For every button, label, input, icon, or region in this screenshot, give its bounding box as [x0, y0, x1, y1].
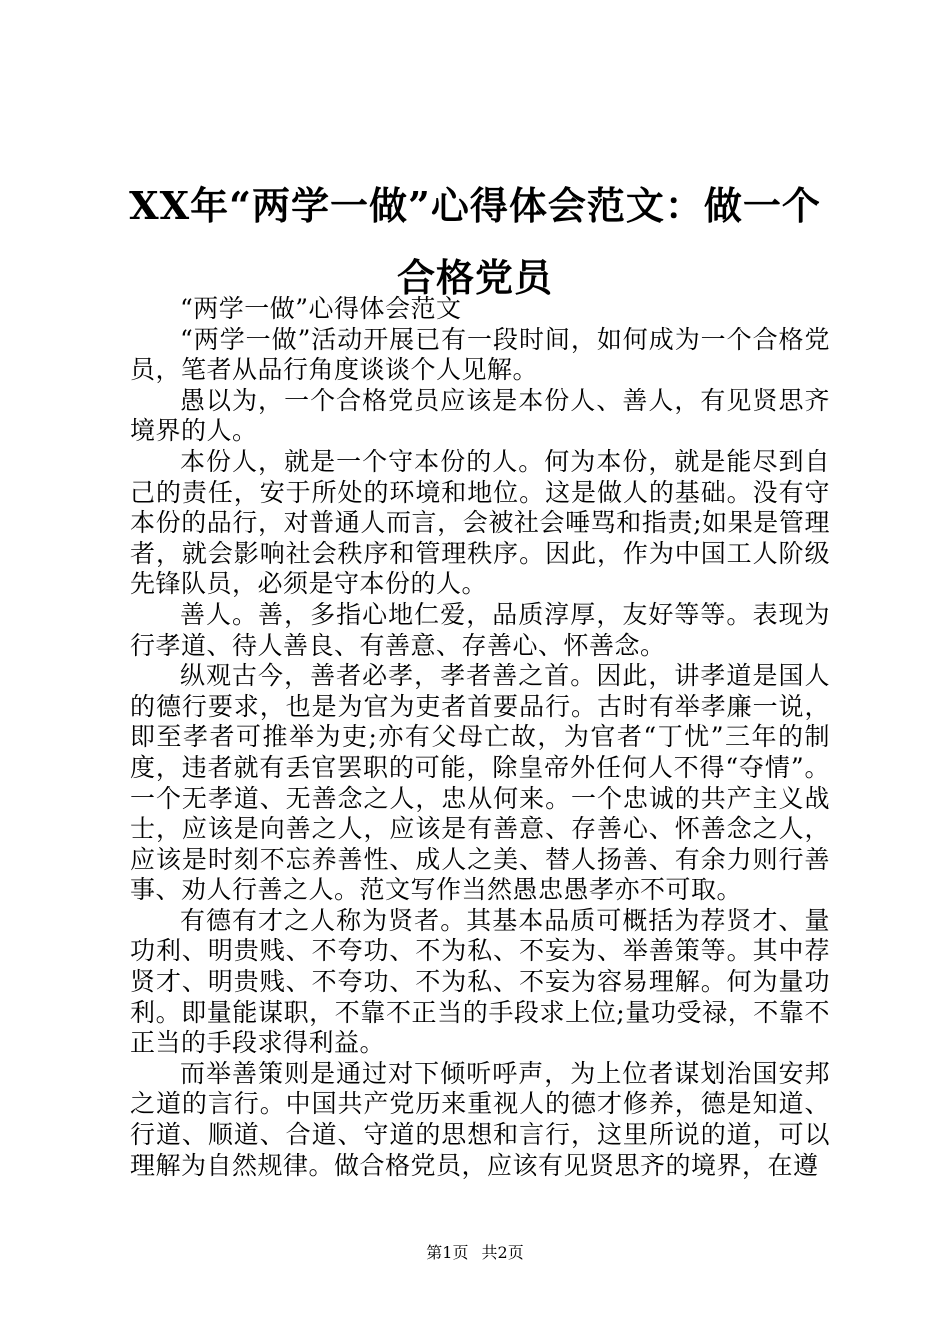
paragraph: 善人。善，多指心地仁爱，品质淳厚，友好等等。表现为行孝道、待人善良、有善意、存善心、怀善念。	[130, 599, 830, 660]
paragraph: 而举善策则是通过对下倾听呼声，为上位者谋划治国安邦之道的言行。中国共产党历来重视人的德才修养，德是知道、行道、顺道、合道、守道的思想和言行，这里所说的道，可以理解为自然规律。做合格党员，应该有见贤思齐的境界，在遵	[130, 1058, 830, 1180]
page-footer	[0, 1241, 950, 1265]
page-total: 共2页	[481, 1243, 524, 1262]
paragraph: 本份人，就是一个守本份的人。何为本份，就是能尽到自己的责任，安于所处的环境和地位。这是做人的基础。没有守本份的品行，对普通人而言，会被社会唾骂和指责;如果是管理者，就会影响社会秩序和管理秩序。因此，作为中国工人阶级先锋队员，必须是守本份的人。	[130, 446, 830, 599]
paragraph: 愚以为，一个合格党员应该是本份人、善人，有见贤思齐境界的人。	[130, 385, 830, 446]
document-title: XX年“两学一做”心得体会范文：做一个合格党员	[129, 183, 821, 300]
paragraph: 有德有才之人称为贤者。其基本品质可概括为荐贤才、量功利、明贵贱、不夸功、不为私、不妄为、举善策等。其中荐贤才、明贵贱、不夸功、不为私、不妄为容易理解。何为量功利。即量能谋职，不靠不正当的手段求上位;量功受禄，不靠不正当的手段求得利益。	[130, 905, 830, 1058]
paragraph: “两学一做”心得体会范文	[180, 294, 462, 323]
paragraph: “两学一做”活动开展已有一段时间，如何成为一个合格党员，笔者从品行角度谈谈个人见解。	[130, 324, 830, 385]
paragraph: 纵观古今，善者必孝，孝者善之首。因此，讲孝道是国人的德行要求，也是为官为吏者首要品行。古时有举孝廉一说，即至孝者可推举为吏;亦有父母亡故，为官者“丁忧”三年的制度，违者就有丢官罢职的可能，除皇帝外任何人不得“夺情”。一个无孝道、无善念之人，忠从何来。一个忠诚的共产主义战士，应该是向善之人，应该是有善意、存善心、怀善念之人，应该是时刻不忘养善性、成人之美、替人扬善、有余力则行善事、劝人行善之人。范文写作当然愚忠愚孝亦不可取。	[130, 661, 830, 905]
page-number: 第1页	[426, 1243, 469, 1262]
document-body	[130, 294, 830, 1181]
